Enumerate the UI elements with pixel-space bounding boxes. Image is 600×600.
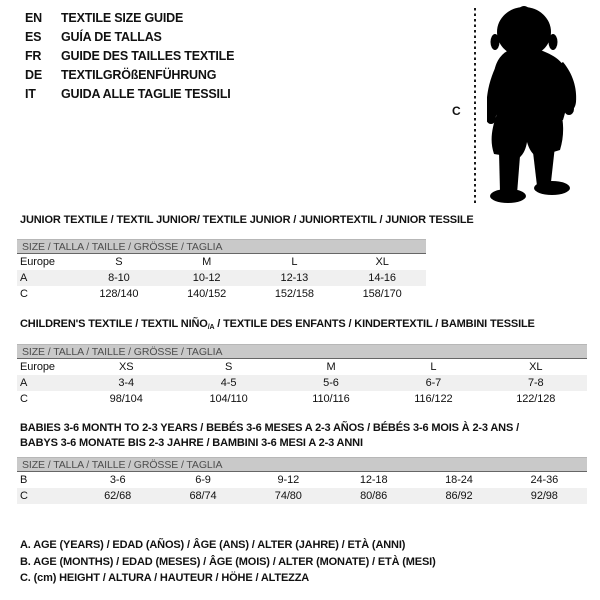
height-measure-label: C [452,104,461,118]
section-title-babies [20,421,580,451]
table-cell: 68/74 [160,488,245,504]
language-code: IT [25,87,36,101]
table-row [17,270,426,286]
children-size-table [17,344,587,407]
section-title-junior: JUNIOR TEXTILE / TEXTIL JUNIOR/ TEXTILE JUNIOR / JUNIORTEXTIL / JUNIOR TESSILE [20,214,474,226]
note-age-years: A. AGE (YEARS) / EDAD (AÑOS) / ÂGE (ANS) / ALTER (JAHRE) / ETÀ (ANNI) [20,539,406,551]
row-label: A [17,375,75,391]
table-cell: 152/158 [274,288,314,300]
table-cell: M [202,256,212,268]
table-cell: 80/86 [331,488,416,504]
table-cell: 128/140 [99,288,139,300]
list-item [25,9,234,28]
table-cell: L [430,361,437,373]
table-row [17,359,587,375]
list-item [25,85,234,104]
table-row [17,472,587,488]
section-title-line1: BABIES 3-6 MONTH TO 2-3 YEARS / BEBÉS 3-6 MESES A 2-3 AÑOS / BÉBÉS 3-6 MOIS À 2-3 ANS / [20,422,519,434]
language-title: TEXTILE SIZE GUIDE [61,11,184,25]
language-title: TEXTILGRÖßENFÜHRUNG [61,68,217,82]
language-title: GUIDE DES TAILLES TEXTILE [61,49,235,63]
row-label: A [17,270,75,286]
table-cell: 158/170 [362,288,402,300]
table-cell: 74/80 [246,488,331,504]
table-cell: 62/68 [75,488,160,504]
table-row [17,488,587,504]
row-label: C [20,288,28,300]
table-cell: 122/128 [516,393,556,405]
table-cell: S [115,256,123,268]
table-row [17,286,426,302]
table-cell: 7-8 [485,375,587,391]
note-height: C. (cm) HEIGHT / ALTURA / HAUTEUR / HÖHE / ALTEZZA [20,572,310,584]
table-cell: 6-7 [382,375,484,391]
size-table-header: SIZE / TALLA / TAILLE / GRÖSSE / TAGLIA [17,457,587,472]
table-cell: 86/92 [416,488,501,504]
table-cell: M [326,361,336,373]
row-label: Europe [20,256,55,268]
language-list [25,9,234,104]
table-cell: 18-24 [445,474,473,486]
legend-notes [20,537,436,587]
row-label: C [17,488,75,504]
table-cell: 14-16 [338,270,426,286]
table-cell: 104/110 [209,393,248,405]
size-table-header: SIZE / TALLA / TAILLE / GRÖSSE / TAGLIA [17,239,426,254]
list-item [25,47,234,66]
toddler-silhouette [487,2,597,207]
table-cell: 98/104 [109,393,143,405]
size-table-header: SIZE / TALLA / TAILLE / GRÖSSE / TAGLIA [17,344,587,359]
section-title-text: / TEXTILE DES ENFANTS / KINDERTEXTIL / BAMBINI TESSILE [214,318,535,330]
table-cell: 24-36 [530,474,559,486]
table-cell: 8-10 [75,270,163,286]
table-cell: 116/122 [414,393,453,405]
table-row [17,391,587,407]
table-cell: 92/98 [502,488,587,504]
table-cell: 12-13 [251,270,339,286]
language-title: GUIDA ALLE TAGLIE TESSILI [61,87,231,101]
table-cell: XS [118,361,134,373]
list-item [25,28,234,47]
table-row [17,254,426,270]
table-cell: XL [529,361,543,373]
table-cell: 6-9 [195,474,211,486]
row-label: Europe [20,361,55,373]
table-cell: S [224,361,233,373]
row-label: C [20,393,28,405]
table-cell: 10-12 [163,270,251,286]
section-title-text: CHILDREN'S TEXTILE / TEXTIL NIÑO [20,318,208,330]
row-label: B [20,474,28,486]
language-code: DE [25,68,42,82]
table-cell: 12-18 [359,474,388,486]
language-title: GUÍA DE TALLAS [61,30,162,44]
language-code: FR [25,49,42,63]
table-row [17,375,587,391]
table-cell: 3-4 [75,375,177,391]
table-cell: 140/152 [187,288,227,300]
language-code: ES [25,30,42,44]
section-title-subscript: /A [207,324,215,331]
table-cell: 110/116 [312,393,350,405]
note-age-months: B. AGE (MONTHS) / EDAD (MESES) / ÂGE (MOIS) / ALTER (MONATE) / ETÀ (MESI) [20,555,436,568]
toddler-silhouette-image [487,2,597,207]
table-cell: XL [375,256,389,268]
section-title-line2: BABYS 3-6 MONATE BIS 2-3 JAHRE / BAMBINI 3-6 MESI A 2-3 ANNI [20,437,363,449]
table-cell: 9-12 [277,474,300,486]
list-item [25,66,234,85]
section-title-children [20,318,535,331]
table-cell: 4-5 [177,375,279,391]
table-cell: 5-6 [280,375,382,391]
language-code: EN [25,11,42,25]
babies-size-table [17,457,587,504]
height-measure-dashed-line [474,8,476,206]
junior-size-table [17,239,426,302]
table-cell: L [291,256,298,268]
table-cell: 3-6 [109,474,126,486]
